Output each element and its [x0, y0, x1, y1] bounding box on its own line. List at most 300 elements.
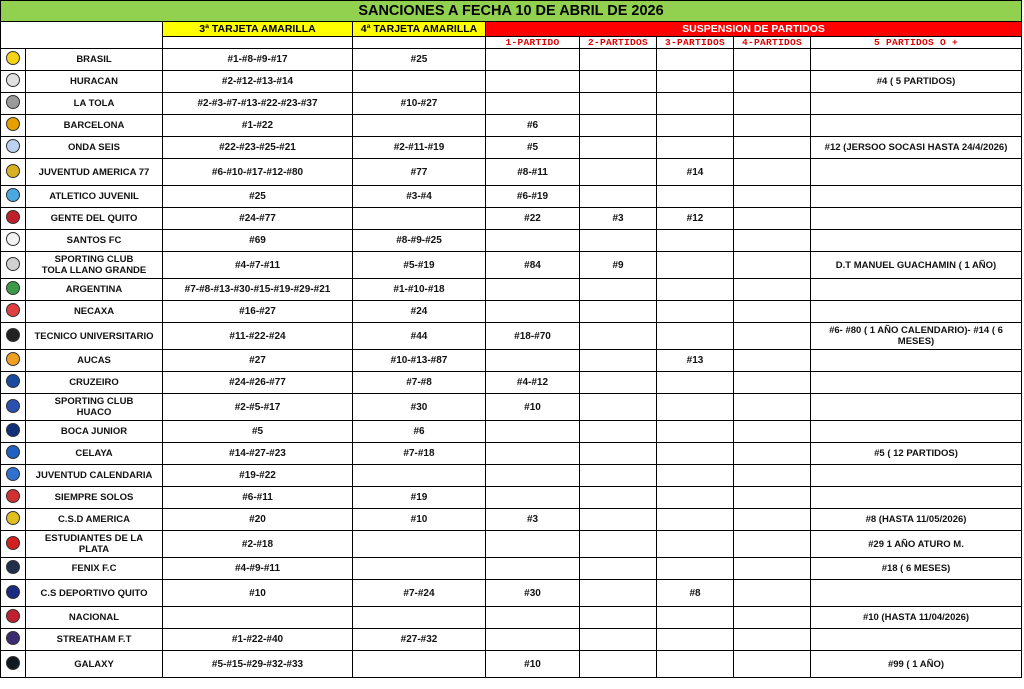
fourth-yellow-cell	[353, 651, 486, 678]
team-logo-cell	[1, 252, 26, 279]
team-name: GALAXY	[26, 651, 163, 678]
suspension-1-cell	[486, 71, 580, 93]
third-yellow-cell: #5	[163, 421, 353, 443]
suspension-4-cell	[734, 651, 811, 678]
table-row	[1, 301, 1022, 323]
team-logo-cell	[1, 159, 26, 186]
third-yellow-cell: #4-#7-#11	[163, 252, 353, 279]
team-name: STREATHAM F.T	[26, 629, 163, 651]
team-name: SIEMPRE SOLOS	[26, 487, 163, 509]
suspension-2-cell	[580, 372, 657, 394]
team-name: NECAXA	[26, 301, 163, 323]
suspension-4-cell	[734, 230, 811, 252]
suspension-1-cell	[486, 465, 580, 487]
crest-icon	[6, 281, 20, 295]
third-yellow-cell: #7-#8-#13-#30-#15-#19-#29-#21	[163, 279, 353, 301]
suspension-3-cell	[657, 115, 734, 137]
suspension-4-cell	[734, 487, 811, 509]
suspension-2-cell	[580, 421, 657, 443]
fourth-yellow-cell	[353, 558, 486, 580]
third-yellow-cell: #14-#27-#23	[163, 443, 353, 465]
subheader-4-partidos: 4-PARTIDOS	[734, 37, 811, 49]
third-yellow-cell: #25	[163, 186, 353, 208]
suspension-2-cell	[580, 159, 657, 186]
crest-icon	[6, 232, 20, 246]
team-name: ATLETICO JUVENIL	[26, 186, 163, 208]
suspension-5plus-cell: #8 (HASTA 11/05/2026)	[811, 509, 1022, 531]
subheader-blank-4	[353, 37, 486, 49]
suspension-2-cell	[580, 137, 657, 159]
crest-icon	[6, 188, 20, 202]
fourth-yellow-cell: #10-#13-#87	[353, 350, 486, 372]
suspension-4-cell	[734, 252, 811, 279]
suspension-1-cell	[486, 421, 580, 443]
suspension-2-cell	[580, 509, 657, 531]
team-name: GENTE DEL QUITO	[26, 208, 163, 230]
third-yellow-cell: #20	[163, 509, 353, 531]
team-logo-cell	[1, 509, 26, 531]
crest-icon	[6, 609, 20, 623]
suspension-5plus-cell	[811, 159, 1022, 186]
suspension-2-cell	[580, 279, 657, 301]
suspension-5plus-cell	[811, 93, 1022, 115]
suspension-5plus-cell	[811, 186, 1022, 208]
team-name: HURACAN	[26, 71, 163, 93]
third-yellow-cell: #2-#5-#17	[163, 394, 353, 421]
suspension-4-cell	[734, 443, 811, 465]
table-row	[1, 421, 1022, 443]
fourth-yellow-cell: #6	[353, 421, 486, 443]
suspension-4-cell	[734, 301, 811, 323]
fourth-yellow-cell	[353, 115, 486, 137]
team-logo-cell	[1, 372, 26, 394]
suspension-5plus-cell: #10 (HASTA 11/04/2026)	[811, 607, 1022, 629]
team-logo-cell	[1, 71, 26, 93]
crest-icon	[6, 631, 20, 645]
suspension-3-cell	[657, 372, 734, 394]
fourth-yellow-cell: #8-#9-#25	[353, 230, 486, 252]
suspension-4-cell	[734, 93, 811, 115]
suspension-1-cell	[486, 230, 580, 252]
suspension-1-cell	[486, 607, 580, 629]
table-row	[1, 115, 1022, 137]
team-name: SANTOS FC	[26, 230, 163, 252]
suspension-5plus-cell	[811, 350, 1022, 372]
suspension-2-cell	[580, 607, 657, 629]
suspension-4-cell	[734, 372, 811, 394]
crest-icon	[6, 399, 20, 413]
suspension-4-cell	[734, 323, 811, 350]
suspension-3-cell	[657, 465, 734, 487]
suspension-1-cell: #6-#19	[486, 186, 580, 208]
team-name	[26, 394, 163, 421]
crest-icon	[6, 423, 20, 437]
header-suspension: SUSPENSION DE PARTIDOS	[486, 22, 1022, 37]
suspension-1-cell	[486, 93, 580, 115]
team-logo-cell	[1, 651, 26, 678]
crest-icon	[6, 95, 20, 109]
suspension-2-cell	[580, 394, 657, 421]
suspension-4-cell	[734, 350, 811, 372]
suspension-1-cell	[486, 279, 580, 301]
third-yellow-cell: #24-#26-#77	[163, 372, 353, 394]
suspension-1-cell: #10	[486, 394, 580, 421]
suspension-4-cell	[734, 509, 811, 531]
suspension-3-cell: #13	[657, 350, 734, 372]
third-yellow-cell: #6-#11	[163, 487, 353, 509]
crest-icon	[6, 139, 20, 153]
suspension-4-cell	[734, 279, 811, 301]
suspension-2-cell	[580, 629, 657, 651]
subheader-5-partidos: 5 PARTIDOS O +	[811, 37, 1022, 49]
suspension-3-cell	[657, 252, 734, 279]
suspension-5plus-cell	[811, 580, 1022, 607]
team-logo-cell	[1, 465, 26, 487]
suspension-4-cell	[734, 394, 811, 421]
team-name: C.S DEPORTIVO QUITO	[26, 580, 163, 607]
suspension-4-cell	[734, 607, 811, 629]
table-row	[1, 279, 1022, 301]
team-name: CELAYA	[26, 443, 163, 465]
team-logo-cell	[1, 421, 26, 443]
suspension-1-cell	[486, 558, 580, 580]
fourth-yellow-cell: #7-#18	[353, 443, 486, 465]
team-name: C.S.D AMERICA	[26, 509, 163, 531]
table-row	[1, 372, 1022, 394]
suspension-5plus-cell: #6- #80 ( 1 AÑO CALENDARIO)- #14 ( 6 MESES)	[811, 323, 1022, 350]
team-logo-cell	[1, 323, 26, 350]
suspension-4-cell	[734, 186, 811, 208]
suspension-4-cell	[734, 49, 811, 71]
team-name-line: PLATA	[78, 544, 110, 555]
crest-icon	[6, 536, 20, 550]
suspension-2-cell	[580, 301, 657, 323]
header-third-yellow: 3ª TARJETA AMARILLA	[163, 22, 353, 37]
team-logo-cell	[1, 93, 26, 115]
fourth-yellow-cell	[353, 607, 486, 629]
crest-icon	[6, 445, 20, 459]
crest-icon	[6, 560, 20, 574]
crest-icon	[6, 585, 20, 599]
team-name: BARCELONA	[26, 115, 163, 137]
table-row	[1, 443, 1022, 465]
suspension-5plus-cell: D.T MANUEL GUACHAMIN ( 1 AÑO)	[811, 252, 1022, 279]
suspension-5plus-cell	[811, 372, 1022, 394]
subheader-1-partido: 1-PARTIDO	[486, 37, 580, 49]
fourth-yellow-cell: #7-#8	[353, 372, 486, 394]
fourth-yellow-cell	[353, 208, 486, 230]
team-name: TECNICO UNIVERSITARIO	[26, 323, 163, 350]
team-name: AUCAS	[26, 350, 163, 372]
suspension-5plus-cell: #99 ( 1 AÑO)	[811, 651, 1022, 678]
team-logo-cell	[1, 607, 26, 629]
table-row	[1, 558, 1022, 580]
fourth-yellow-cell	[353, 465, 486, 487]
crest-icon	[6, 51, 20, 65]
suspension-1-cell	[486, 443, 580, 465]
suspension-1-cell	[486, 629, 580, 651]
crest-icon	[6, 257, 20, 271]
team-logo-cell	[1, 186, 26, 208]
suspension-1-cell	[486, 49, 580, 71]
suspension-1-cell: #30	[486, 580, 580, 607]
fourth-yellow-cell: #44	[353, 323, 486, 350]
fourth-yellow-cell: #10-#27	[353, 93, 486, 115]
suspension-5plus-cell	[811, 49, 1022, 71]
suspension-2-cell: #9	[580, 252, 657, 279]
suspension-4-cell	[734, 629, 811, 651]
suspension-2-cell	[580, 651, 657, 678]
crest-icon	[6, 117, 20, 131]
suspension-2-cell	[580, 186, 657, 208]
suspension-3-cell	[657, 186, 734, 208]
suspension-2-cell	[580, 49, 657, 71]
suspension-2-cell	[580, 230, 657, 252]
team-logo-cell	[1, 629, 26, 651]
suspension-4-cell	[734, 580, 811, 607]
third-yellow-cell: #10	[163, 580, 353, 607]
suspension-3-cell	[657, 629, 734, 651]
third-yellow-cell: #2-#12-#13-#14	[163, 71, 353, 93]
suspension-2-cell	[580, 115, 657, 137]
table-row	[1, 323, 1022, 350]
table-row	[1, 137, 1022, 159]
table-row	[1, 186, 1022, 208]
team-logo-cell	[1, 49, 26, 71]
suspension-4-cell	[734, 558, 811, 580]
subheader-2-partidos: 2-PARTIDOS	[580, 37, 657, 49]
suspension-4-cell	[734, 208, 811, 230]
suspension-1-cell: #10	[486, 651, 580, 678]
suspension-1-cell: #84	[486, 252, 580, 279]
suspension-5plus-cell: #12 (JERSOO SOCASI HASTA 24/4/2026)	[811, 137, 1022, 159]
team-logo-cell	[1, 279, 26, 301]
suspension-4-cell	[734, 465, 811, 487]
suspension-3-cell	[657, 394, 734, 421]
suspension-5plus-cell	[811, 279, 1022, 301]
suspension-2-cell	[580, 350, 657, 372]
table-row	[1, 159, 1022, 186]
table-row	[1, 208, 1022, 230]
suspension-5plus-cell	[811, 394, 1022, 421]
table-row	[1, 465, 1022, 487]
suspension-2-cell	[580, 323, 657, 350]
team-logo-cell	[1, 531, 26, 558]
fourth-yellow-cell: #5-#19	[353, 252, 486, 279]
crest-icon	[6, 467, 20, 481]
table-row	[1, 487, 1022, 509]
header-row	[1, 22, 1022, 37]
suspension-2-cell	[580, 580, 657, 607]
table-row	[1, 350, 1022, 372]
suspension-1-cell	[486, 487, 580, 509]
third-yellow-cell: #5-#15-#29-#32-#33	[163, 651, 353, 678]
team-logo-cell	[1, 208, 26, 230]
suspension-3-cell	[657, 71, 734, 93]
suspension-1-cell: #6	[486, 115, 580, 137]
third-yellow-cell: #2-#3-#7-#13-#22-#23-#37	[163, 93, 353, 115]
third-yellow-cell: #24-#77	[163, 208, 353, 230]
suspension-5plus-cell: #18 ( 6 MESES)	[811, 558, 1022, 580]
fourth-yellow-cell: #10	[353, 509, 486, 531]
table-row	[1, 531, 1022, 558]
suspension-5plus-cell	[811, 629, 1022, 651]
table-row	[1, 230, 1022, 252]
third-yellow-cell: #4-#9-#11	[163, 558, 353, 580]
third-yellow-cell: #1-#22	[163, 115, 353, 137]
table-row	[1, 49, 1022, 71]
third-yellow-cell: #11-#22-#24	[163, 323, 353, 350]
team-name-line: ESTUDIANTES DE LA	[44, 533, 144, 544]
suspension-5plus-cell	[811, 487, 1022, 509]
suspension-3-cell	[657, 49, 734, 71]
suspension-3-cell	[657, 509, 734, 531]
table-row	[1, 71, 1022, 93]
suspension-2-cell	[580, 465, 657, 487]
crest-icon	[6, 511, 20, 525]
fourth-yellow-cell	[353, 71, 486, 93]
fourth-yellow-cell: #19	[353, 487, 486, 509]
fourth-yellow-cell: #77	[353, 159, 486, 186]
team-logo-cell	[1, 301, 26, 323]
suspension-1-cell	[486, 350, 580, 372]
team-name: NACIONAL	[26, 607, 163, 629]
suspension-1-cell: #5	[486, 137, 580, 159]
third-yellow-cell: #2-#18	[163, 531, 353, 558]
fourth-yellow-cell: #27-#32	[353, 629, 486, 651]
suspension-5plus-cell	[811, 230, 1022, 252]
team-name-line: HUACO	[76, 407, 112, 418]
team-name: BOCA JUNIOR	[26, 421, 163, 443]
team-name-line: TOLA LLANO GRANDE	[41, 265, 147, 276]
suspension-3-cell	[657, 558, 734, 580]
subheader-3-partidos: 3-PARTIDOS	[657, 37, 734, 49]
fourth-yellow-cell	[353, 531, 486, 558]
team-logo-cell	[1, 558, 26, 580]
suspension-2-cell: #3	[580, 208, 657, 230]
suspension-3-cell	[657, 323, 734, 350]
suspension-1-cell: #4-#12	[486, 372, 580, 394]
team-name: JUVENTUD AMERICA 77	[26, 159, 163, 186]
crest-icon	[6, 73, 20, 87]
suspension-3-cell: #14	[657, 159, 734, 186]
table-row	[1, 252, 1022, 279]
suspension-2-cell	[580, 558, 657, 580]
suspension-2-cell	[580, 443, 657, 465]
suspension-1-cell: #8-#11	[486, 159, 580, 186]
suspension-3-cell	[657, 230, 734, 252]
team-logo-cell	[1, 487, 26, 509]
suspension-5plus-cell	[811, 208, 1022, 230]
crest-icon	[6, 164, 20, 178]
suspension-5plus-cell	[811, 301, 1022, 323]
crest-icon	[6, 210, 20, 224]
suspension-2-cell	[580, 487, 657, 509]
third-yellow-cell: #16-#27	[163, 301, 353, 323]
fourth-yellow-cell: #1-#10-#18	[353, 279, 486, 301]
suspension-4-cell	[734, 137, 811, 159]
team-name: JUVENTUD CALENDARIA	[26, 465, 163, 487]
team-name: CRUZEIRO	[26, 372, 163, 394]
subheader-blank-3	[163, 37, 353, 49]
suspension-5plus-cell: #5 ( 12 PARTIDOS)	[811, 443, 1022, 465]
suspension-2-cell	[580, 71, 657, 93]
table-row	[1, 394, 1022, 421]
header-team-blank	[1, 22, 163, 49]
table-row	[1, 651, 1022, 678]
team-logo-cell	[1, 115, 26, 137]
suspension-3-cell: #12	[657, 208, 734, 230]
team-logo-cell	[1, 350, 26, 372]
suspension-1-cell: #18-#70	[486, 323, 580, 350]
suspension-3-cell	[657, 279, 734, 301]
team-logo-cell	[1, 394, 26, 421]
suspension-4-cell	[734, 421, 811, 443]
suspension-5plus-cell: #29 1 AÑO ATURO M.	[811, 531, 1022, 558]
suspension-5plus-cell	[811, 115, 1022, 137]
third-yellow-cell: #69	[163, 230, 353, 252]
suspension-1-cell: #22	[486, 208, 580, 230]
crest-icon	[6, 352, 20, 366]
suspension-2-cell	[580, 93, 657, 115]
suspension-1-cell	[486, 301, 580, 323]
crest-icon	[6, 489, 20, 503]
suspension-3-cell	[657, 487, 734, 509]
third-yellow-cell	[163, 607, 353, 629]
suspension-5plus-cell	[811, 421, 1022, 443]
fourth-yellow-cell: #30	[353, 394, 486, 421]
suspension-3-cell	[657, 531, 734, 558]
table-row	[1, 629, 1022, 651]
crest-icon	[6, 303, 20, 317]
suspension-3-cell	[657, 651, 734, 678]
team-name-line: SPORTING CLUB	[54, 254, 134, 265]
suspension-1-cell	[486, 531, 580, 558]
team-logo-cell	[1, 443, 26, 465]
fourth-yellow-cell: #2-#11-#19	[353, 137, 486, 159]
suspension-3-cell	[657, 93, 734, 115]
suspension-3-cell	[657, 607, 734, 629]
suspension-4-cell	[734, 71, 811, 93]
third-yellow-cell: #19-#22	[163, 465, 353, 487]
sheet-title: SANCIONES A FECHA 10 DE ABRIL DE 2026	[1, 1, 1022, 22]
team-name: BRASIL	[26, 49, 163, 71]
fourth-yellow-cell: #3-#4	[353, 186, 486, 208]
team-name: ONDA SEIS	[26, 137, 163, 159]
third-yellow-cell: #1-#22-#40	[163, 629, 353, 651]
table-row	[1, 93, 1022, 115]
crest-icon	[6, 374, 20, 388]
table-row	[1, 580, 1022, 607]
header-fourth-yellow: 4ª TARJETA AMARILLA	[353, 22, 486, 37]
fourth-yellow-cell: #7-#24	[353, 580, 486, 607]
fourth-yellow-cell: #24	[353, 301, 486, 323]
table-row	[1, 607, 1022, 629]
team-name: FENIX F.C	[26, 558, 163, 580]
third-yellow-cell: #1-#8-#9-#17	[163, 49, 353, 71]
table-row	[1, 509, 1022, 531]
team-logo-cell	[1, 230, 26, 252]
suspension-4-cell	[734, 531, 811, 558]
suspension-3-cell	[657, 137, 734, 159]
third-yellow-cell: #27	[163, 350, 353, 372]
suspension-5plus-cell	[811, 465, 1022, 487]
team-name: ARGENTINA	[26, 279, 163, 301]
team-name: LA TOLA	[26, 93, 163, 115]
suspension-3-cell: #8	[657, 580, 734, 607]
suspension-2-cell	[580, 531, 657, 558]
crest-icon	[6, 656, 20, 670]
